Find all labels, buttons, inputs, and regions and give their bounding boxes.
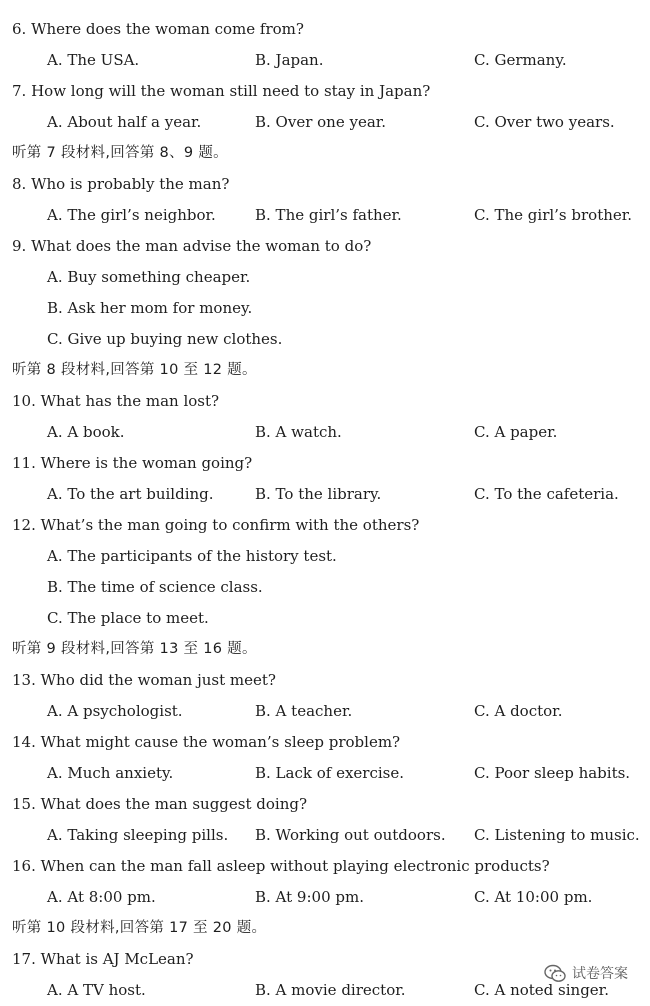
section-row bbox=[0, 634, 650, 665]
option-b: B. A watch. bbox=[255, 423, 342, 441]
option-c: C. At 10:00 pm. bbox=[474, 888, 593, 906]
section-instruction: 听第 10 段材料,回答第 17 至 20 题。 bbox=[12, 920, 267, 936]
question-text: 9. What does the man advise the woman to do? bbox=[12, 237, 372, 255]
question-text: 11. Where is the woman going? bbox=[12, 454, 253, 472]
option-row bbox=[0, 293, 650, 324]
wechat-icon bbox=[544, 964, 566, 983]
options-row bbox=[0, 479, 650, 510]
question-row bbox=[0, 386, 650, 417]
option-b: B. At 9:00 pm. bbox=[255, 888, 364, 906]
question-row bbox=[0, 789, 650, 820]
options-row bbox=[0, 758, 650, 789]
section-row bbox=[0, 138, 650, 169]
option-row bbox=[0, 541, 650, 572]
options-row bbox=[0, 696, 650, 727]
question-text: 16. When can the man fall asleep without playing electronic products? bbox=[12, 857, 550, 875]
option-b: B. Japan. bbox=[255, 51, 324, 69]
section-instruction: 听第 7 段材料,回答第 8、9 题。 bbox=[12, 145, 228, 161]
question-text: 14. What might cause the woman’s sleep problem? bbox=[12, 733, 401, 751]
question-text: 10. What has the man lost? bbox=[12, 392, 220, 410]
question-text: 6. Where does the woman come from? bbox=[12, 20, 304, 38]
section-instruction: 听第 8 段材料,回答第 10 至 12 题。 bbox=[12, 362, 257, 378]
section-row bbox=[0, 355, 650, 386]
option-a: A. To the art building. bbox=[47, 485, 214, 503]
option-row bbox=[0, 262, 650, 293]
section-row bbox=[0, 913, 650, 944]
section-instruction: 听第 9 段材料,回答第 13 至 16 题。 bbox=[12, 641, 257, 657]
option-c: C. The girl’s brother. bbox=[474, 206, 633, 224]
question-row bbox=[0, 231, 650, 262]
options-row bbox=[0, 200, 650, 231]
option-row bbox=[0, 572, 650, 603]
options-row bbox=[0, 107, 650, 138]
option-a: A. Much anxiety. bbox=[47, 764, 174, 782]
option-b: B. Over one year. bbox=[255, 113, 387, 131]
option-c: C. Listening to music. bbox=[474, 826, 640, 844]
question-row bbox=[0, 510, 650, 541]
option-text: A. The participants of the history test. bbox=[47, 547, 337, 565]
option-b: B. Working out outdoors. bbox=[255, 826, 446, 844]
question-row bbox=[0, 76, 650, 107]
option-c: C. A paper. bbox=[474, 423, 558, 441]
option-a: A. A book. bbox=[47, 423, 125, 441]
option-b: B. To the library. bbox=[255, 485, 382, 503]
option-c: C. To the cafeteria. bbox=[474, 485, 619, 503]
options-row bbox=[0, 417, 650, 448]
question-row bbox=[0, 14, 650, 45]
question-row bbox=[0, 448, 650, 479]
option-c: C. Over two years. bbox=[474, 113, 615, 131]
option-text: C. The place to meet. bbox=[47, 609, 209, 627]
option-a: A. At 8:00 pm. bbox=[47, 888, 156, 906]
option-a: A. A psychologist. bbox=[47, 702, 183, 720]
option-a: A. Taking sleeping pills. bbox=[47, 826, 229, 844]
options-row bbox=[0, 882, 650, 913]
question-row bbox=[0, 169, 650, 200]
options-row bbox=[0, 820, 650, 851]
option-text: A. Buy something cheaper. bbox=[47, 268, 251, 286]
option-row bbox=[0, 324, 650, 355]
option-b: B. A teacher. bbox=[255, 702, 353, 720]
option-text: B. Ask her mom for money. bbox=[47, 299, 253, 317]
question-text: 12. What’s the man going to confirm with the others? bbox=[12, 516, 420, 534]
question-text: 7. How long will the woman still need to stay in Japan? bbox=[12, 82, 431, 100]
option-a: A. The girl’s neighbor. bbox=[47, 206, 216, 224]
option-c: C. Germany. bbox=[474, 51, 567, 69]
option-text: C. Give up buying new clothes. bbox=[47, 330, 283, 348]
question-text: 15. What does the man suggest doing? bbox=[12, 795, 308, 813]
watermark bbox=[544, 963, 628, 983]
question-row bbox=[0, 665, 650, 696]
question-text: 8. Who is probably the man? bbox=[12, 175, 230, 193]
option-text: B. The time of science class. bbox=[47, 578, 263, 596]
option-c: C. A noted singer. bbox=[474, 981, 609, 999]
option-a: A. A TV host. bbox=[47, 981, 146, 999]
option-b: B. A movie director. bbox=[255, 981, 406, 999]
option-row bbox=[0, 603, 650, 634]
options-row bbox=[0, 45, 650, 76]
option-a: A. About half a year. bbox=[47, 113, 202, 131]
option-c: C. Poor sleep habits. bbox=[474, 764, 631, 782]
option-c: C. A doctor. bbox=[474, 702, 563, 720]
option-b: B. Lack of exercise. bbox=[255, 764, 404, 782]
question-row bbox=[0, 851, 650, 882]
option-a: A. The USA. bbox=[47, 51, 140, 69]
question-text: 17. What is AJ McLean? bbox=[12, 950, 194, 968]
watermark-text: 试卷答案 bbox=[572, 966, 628, 982]
question-row bbox=[0, 727, 650, 758]
option-b: B. The girl’s father. bbox=[255, 206, 402, 224]
question-text: 13. Who did the woman just meet? bbox=[12, 671, 276, 689]
